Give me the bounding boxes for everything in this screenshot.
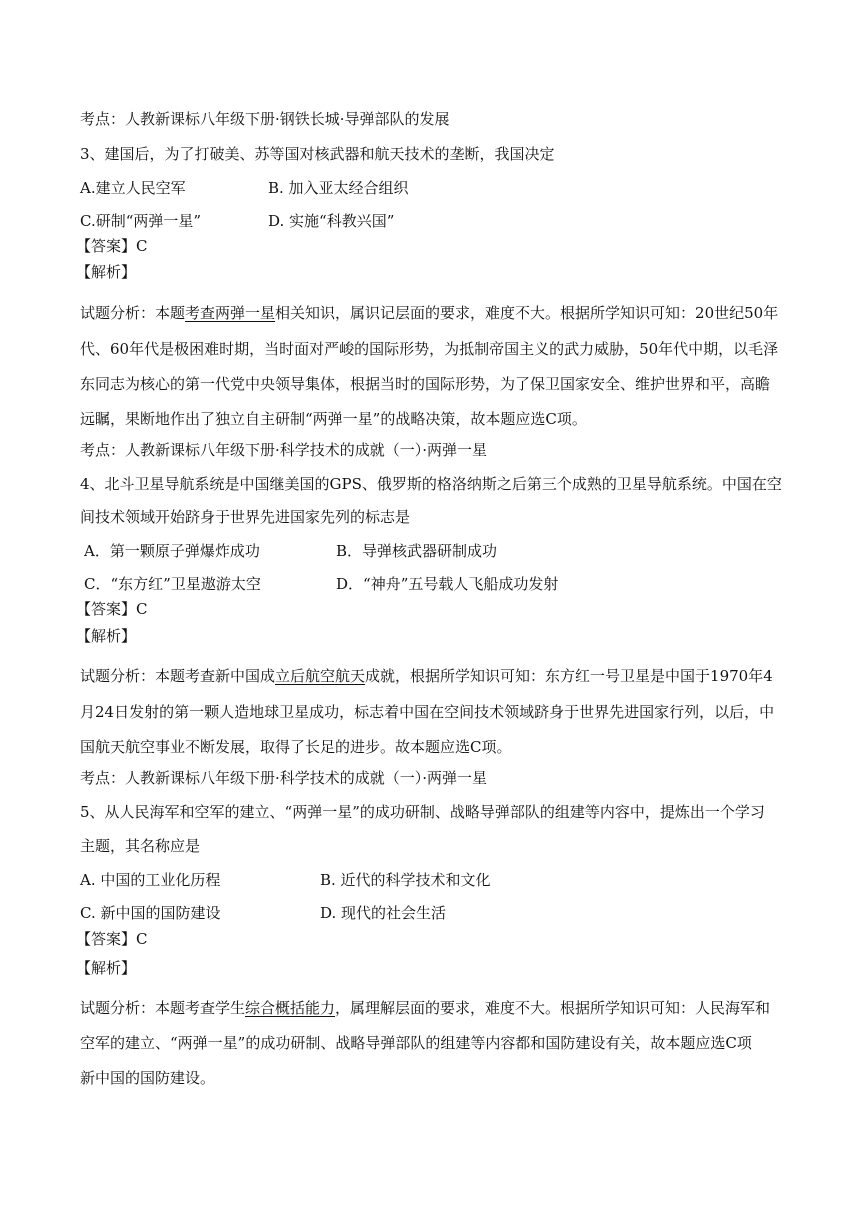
- q3-kaodian: 考点：人教新课标八年级下册·科学技术的成就（一）·两弹一星: [80, 441, 488, 459]
- q3-analysis-line-4: 远瞩，果断地作出了独立自主研制“两弹一星”的战略决策，故本题应选C项。: [80, 410, 587, 428]
- q5-answer: 【答案】C: [76, 930, 148, 948]
- q4-option-b: B．导弹核武器研制成功: [336, 542, 498, 560]
- q4-analysis-line-1: [80, 666, 773, 686]
- question-5-stem-line-1: 5、从人民海军和空军的建立、“两弹一星”的成功研制、战略导弹部队的组建等内容中，提炼出一个学习: [80, 803, 765, 821]
- q5-option-b: B. 近代的科学技术和文化: [320, 871, 491, 889]
- q3-option-c: C.研制“两弹一星”: [80, 212, 202, 230]
- q3-analysis-line-1: [80, 303, 778, 323]
- q5-jiexi-label: 【解析】: [76, 959, 137, 977]
- q5-analysis-line-3: 新中国的国防建设。: [80, 1069, 216, 1087]
- q5-option-d: D. 现代的社会生活: [320, 904, 447, 922]
- q3-answer: 【答案】C: [76, 237, 148, 255]
- q3-analysis-rest: 相关知识，属识记层面的要求，难度不大。根据所学知识可知：20世纪50年: [275, 304, 779, 322]
- q5-analysis-underlined: 综合概括能力: [245, 999, 336, 1017]
- q4-analysis-prefix: 试题分析：本题考查新中国成: [80, 667, 276, 685]
- q5-option-c: C. 新中国的国防建设: [80, 904, 221, 922]
- question-4-stem-line-1: 4、北斗卫星导航系统是中国继美国的GPS、俄罗斯的格洛纳斯之后第三个成熟的卫星导航系统。中国在空: [80, 475, 782, 493]
- q5-analysis-prefix: 试题分析：本题考查学生: [80, 999, 246, 1017]
- q5-option-a: A. 中国的工业化历程: [80, 871, 221, 889]
- q4-option-a: A．第一颗原子弹爆炸成功: [84, 542, 260, 560]
- kaodian-line: 考点：人教新课标八年级下册·钢铁长城·导弹部队的发展: [80, 110, 450, 128]
- q4-analysis-line-3: 国航天航空事业不断发展，取得了长足的进步。故本题应选C项。: [80, 738, 512, 756]
- q3-analysis-line-2: 代、60年代是极困难时期，当时面对严峻的国际形势，为抵制帝国主义的武力威胁，50年代中期，以毛泽: [80, 340, 779, 358]
- q5-analysis-line-2: 空军的建立、“两弹一星”的成功研制、战略导弹部队的组建等内容都和国防建设有关，故本题应选C项: [80, 1034, 752, 1052]
- q4-answer: 【答案】C: [76, 600, 148, 618]
- q4-option-d: D．“神舟”五号载人飞船成功发射: [336, 575, 559, 593]
- q3-analysis-line-3: 东同志为核心的第一代党中央领导集体，根据当时的国际形势，为了保卫国家安全、维护世界和平，高瞻: [80, 375, 771, 393]
- q3-option-b: B. 加入亚太经合组织: [268, 179, 409, 197]
- q5-analysis-line-1: [80, 998, 770, 1018]
- q3-analysis-underlined: 考查两弹一星: [185, 304, 276, 322]
- q4-analysis-line-2: 月24日发射的第一颗人造地球卫星成功，标志着中国在空间技术领域跻身于世界先进国家行列，以后，中: [80, 703, 775, 721]
- q3-option-a: A.建立人民空军: [80, 179, 186, 197]
- q4-option-c: C．“东方红”卫星遨游太空: [84, 575, 261, 593]
- q5-analysis-rest: ，属理解层面的要求，难度不大。根据所学知识可知：人民海军和: [335, 999, 771, 1017]
- q4-kaodian: 考点：人教新课标八年级下册·科学技术的成就（一）·两弹一星: [80, 769, 488, 787]
- q3-option-d: D. 实施“科教兴国”: [268, 212, 395, 230]
- question-3-stem: 3、建国后，为了打破美、苏等国对核武器和航天技术的垄断，我国决定: [80, 145, 555, 163]
- q4-jiexi-label: 【解析】: [76, 627, 137, 645]
- q4-analysis-underlined: 立后航空航天: [275, 667, 366, 685]
- question-5-stem-line-2: 主题，其名称应是: [80, 837, 201, 855]
- question-4-stem-line-2: 间技术领域开始跻身于世界先进国家先列的标志是: [80, 508, 411, 526]
- q3-jiexi-label: 【解析】: [76, 263, 137, 281]
- q3-analysis-prefix: 试题分析：本题: [80, 304, 186, 322]
- q4-analysis-rest: 成就，根据所学知识可知：东方红一号卫星是中国于1970年4: [365, 667, 773, 685]
